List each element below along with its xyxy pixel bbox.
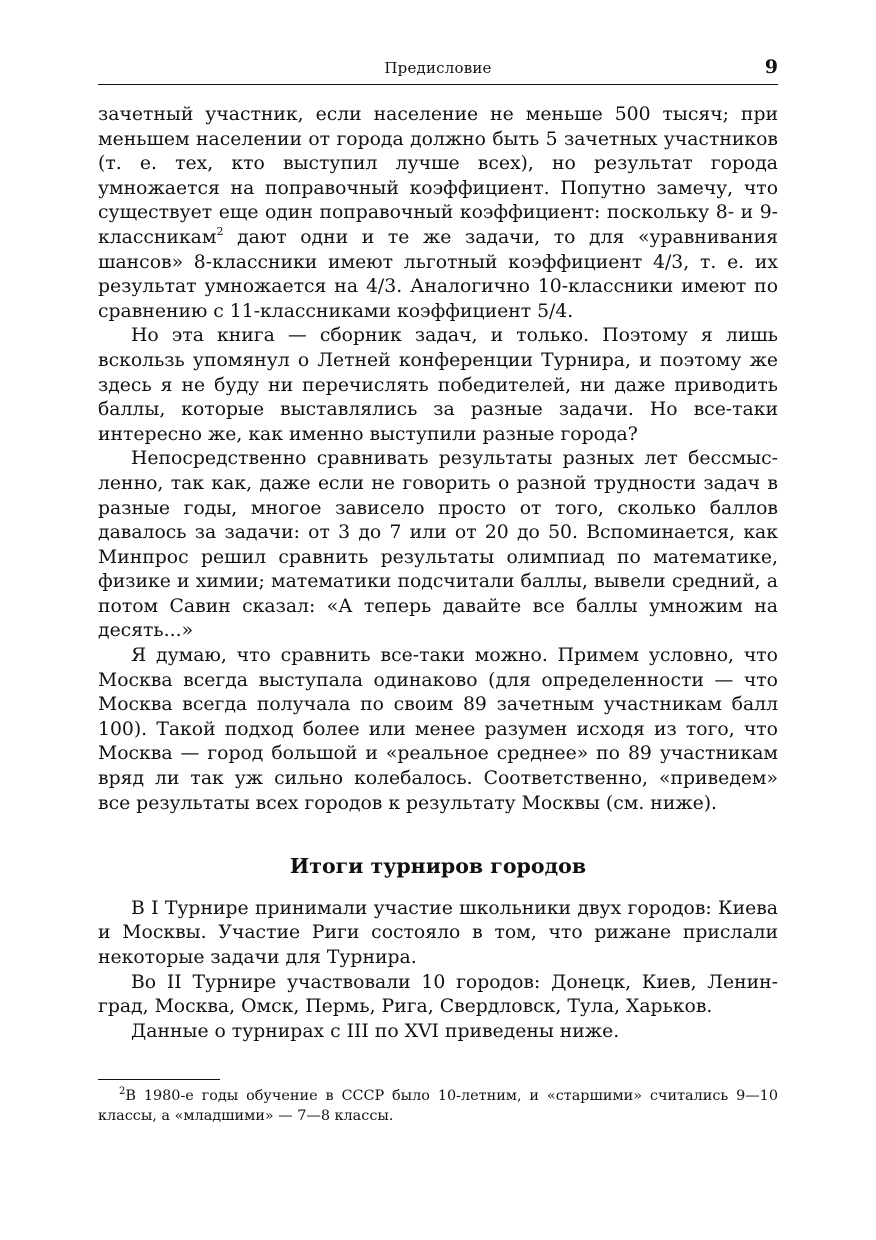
section-heading: Итоги турниров городов bbox=[289, 854, 587, 879]
paragraph-text: зачетный участник, если население не меньше 500 тысяч; при меньшем населении от города должно быть 5 зачетных участников (т. е. тех, кто выступил лучше всех), но результат города умножается на поправочный коэффициент. Попутно замечу, что существует еще один поправочный коэффициент: поскольку 8- и 9-классникам bbox=[98, 104, 778, 248]
footnote-divider bbox=[98, 1079, 220, 1080]
main-text bbox=[98, 103, 778, 1044]
book-page bbox=[98, 56, 778, 1044]
footnote-reference: 2 bbox=[216, 224, 224, 238]
footnote-number: 2 bbox=[119, 1086, 126, 1097]
paragraph: Во II Турнире участвовали 10 городов: Донецк, Киев, Ленинград, Москва, Омск, Пермь, Рига, Свердловск, Тула, Харьков. bbox=[98, 971, 778, 1018]
paragraph: Данные о турнирах с III по XVI приведены ниже. bbox=[131, 1020, 620, 1042]
paragraph-continuation bbox=[98, 103, 778, 324]
running-title: Предисловие bbox=[384, 59, 492, 77]
page-number: 9 bbox=[764, 56, 778, 78]
running-header bbox=[98, 56, 778, 85]
paragraph: В I Турнире принимали участие школьники двух городов: Киева и Москвы. Участие Риги состояло в том, что рижане прислали некоторые задачи для Турнира. bbox=[98, 897, 778, 968]
paragraph: Но эта книга — сборник задач, и только. Поэтому я лишь вскользь упомянул о Летней конференции Турнира, и поэтому же здесь я не буду ни перечислять победителей, ни даже приводить баллы, которые выставлялись за разные задачи. Но все-таки интересно же, как именно выступили разные города? bbox=[98, 325, 778, 445]
paragraph: Непосредственно сравнивать результаты разных лет бессмысленно, так как, даже если не говорить о разной трудности задач в разные годы, многое зависело просто от того, сколько баллов давалось за задачи: от 3 до 7 или от 20 до 50. Вспоминается, как Минпрос решил сравнить результаты олимпиад по математике, физике и химии; математики подсчитали баллы, вывели средний, а потом Савин сказал: «А теперь давайте все баллы умножим на десять...» bbox=[98, 448, 778, 642]
footnote bbox=[98, 1086, 778, 1126]
paragraph: Я думаю, что сравнить все-таки можно. Примем условно, что Москва всегда выступала одинаково (для определенности — что Москва всегда получала по своим 89 зачетным участникам балл 100). Такой подход более или менее разумен исходя из того, что Москва — город большой и «реальное среднее» по 89 участникам вряд ли так уж сильно колебалось. Соответственно, «приведем» все результаты всех городов к результату Москвы (см. ниже). bbox=[98, 645, 778, 814]
footnote-text: В 1980-е годы обучение в СССР было 10-летним, и «старшими» считались 9—10 классы, а «младшими» — 7—8 классы. bbox=[98, 1088, 778, 1124]
paragraph-text: дают одни и те же задачи, то для «уравнивания шансов» 8-классники имеют льготный коэффициент 4/3, т. е. их результат умножается на 4/3. Аналогично 10-классники имеют по сравнению с 11-классниками коэффициент 5/4. bbox=[98, 226, 778, 322]
